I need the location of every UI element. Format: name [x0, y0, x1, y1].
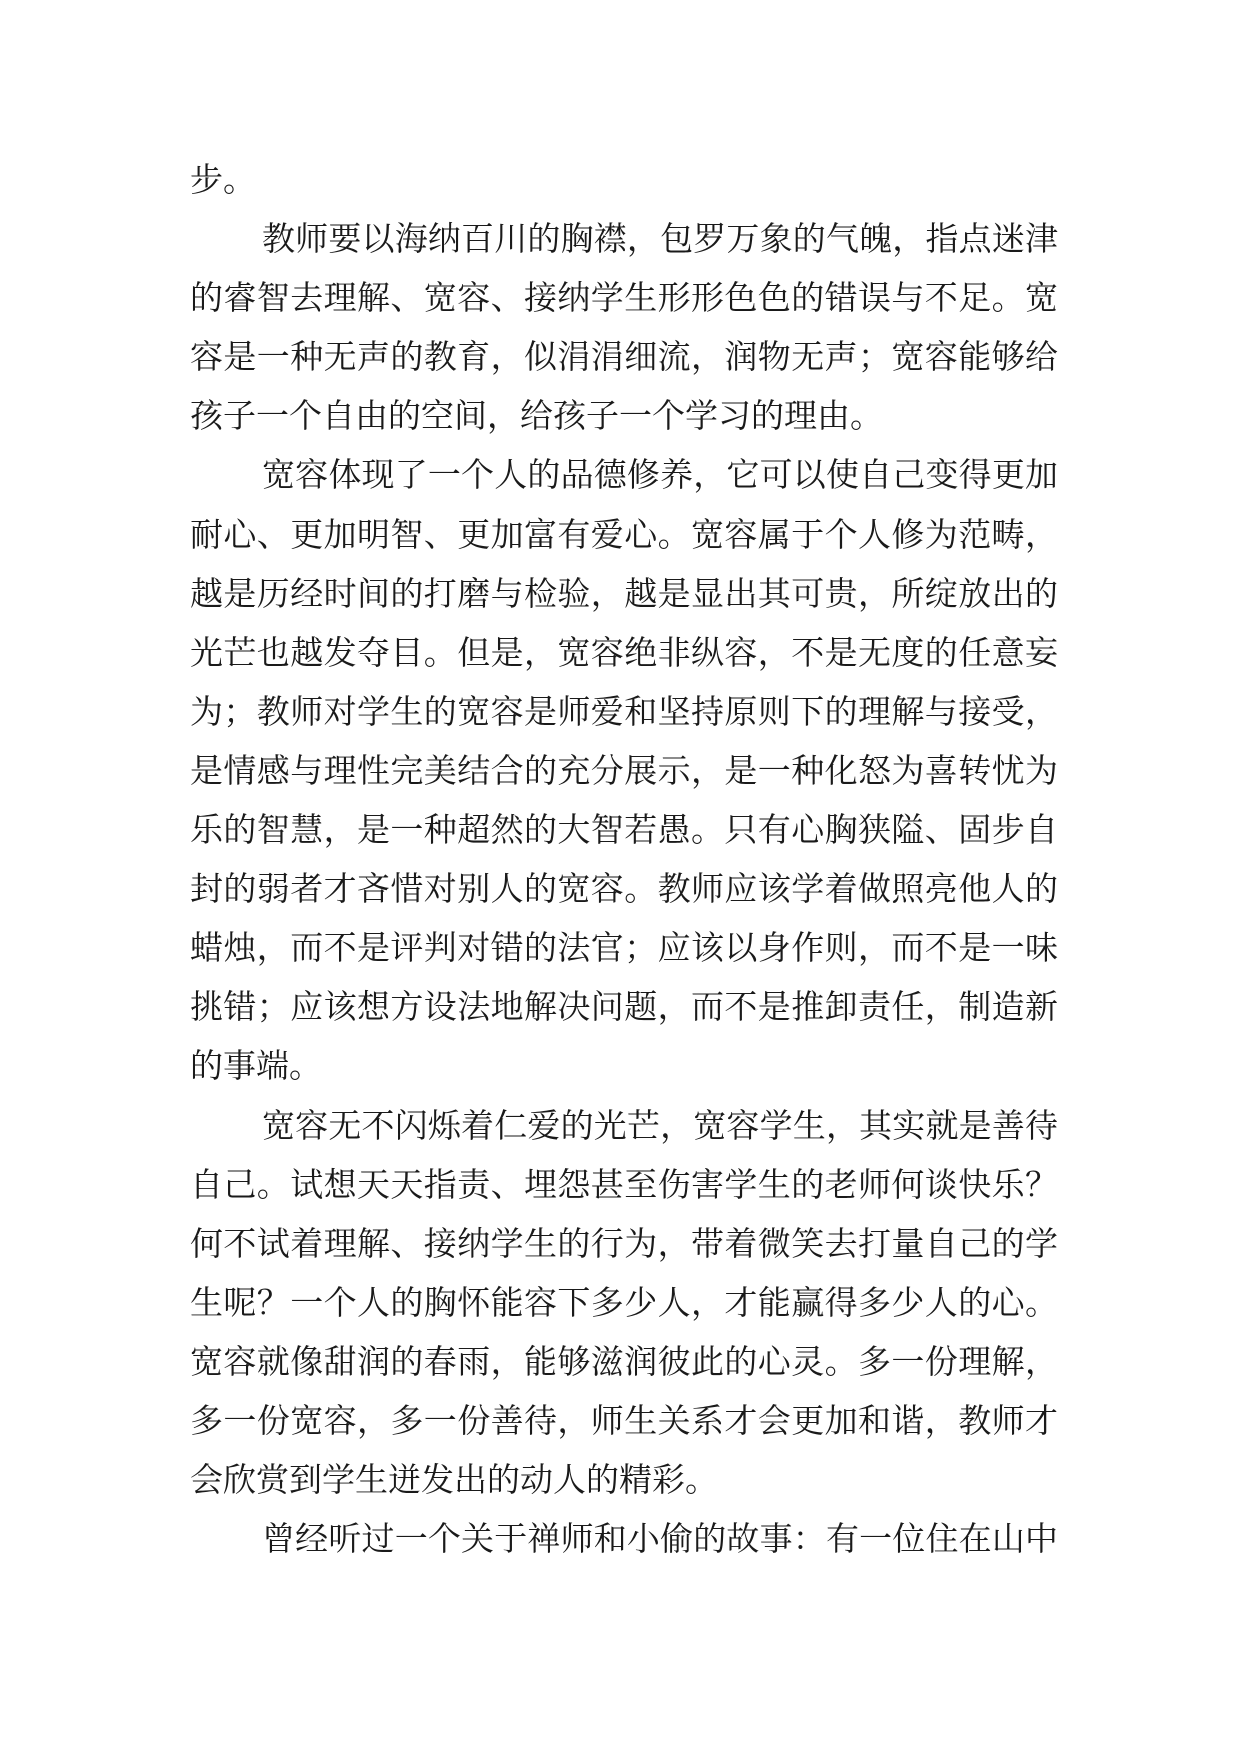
- text-line: 是情感与理性完美结合的充分展示，是一种化怒为喜转忧为: [190, 750, 1058, 790]
- paragraph-first-line: 曾经听过一个关于禅师和小偷的故事：有一位住在山中: [262, 1519, 1058, 1559]
- body-text: [190, 150, 1058, 1568]
- text-line: 步。: [190, 160, 256, 199]
- paragraph-first-line: 宽容体现了一个人的品德修养，它可以使自己变得更加: [262, 455, 1058, 495]
- text-line: 越是历经时间的打磨与检验，越是显出其可贵，所绽放出的: [190, 573, 1058, 613]
- text-line: 生呢？一个人的胸怀能容下多少人，才能赢得多少人的心。: [190, 1282, 1058, 1322]
- text-line: 为；教师对学生的宽容是师爱和坚持原则下的理解与接受，: [190, 691, 1058, 731]
- text-line: 光芒也越发夺目。但是，宽容绝非纵容，不是无度的任意妄: [190, 632, 1058, 672]
- text-line: 的事端。: [190, 1046, 322, 1086]
- text-line: 会欣赏到学生迸发出的动人的精彩。: [190, 1460, 718, 1500]
- text-line: 乐的智慧，是一种超然的大智若愚。只有心胸狭隘、固步自: [190, 810, 1058, 850]
- text-line: 孩子一个自由的空间，给孩子一个学习的理由。: [190, 396, 883, 436]
- text-line: 封的弱者才吝惜对别人的宽容。教师应该学着做照亮他人的: [190, 869, 1058, 909]
- text-line: 耐心、更加明智、更加富有爱心。宽容属于个人修为范畴，: [190, 514, 1058, 554]
- text-line: 蜡烛，而不是评判对错的法官；应该以身作则，而不是一味: [190, 928, 1058, 968]
- paragraph-first-line: 宽容无不闪烁着仁爱的光芒，宽容学生，其实就是善待: [262, 1105, 1058, 1145]
- text-line: 何不试着理解、接纳学生的行为，带着微笑去打量自己的学: [190, 1223, 1058, 1263]
- text-line: 挑错；应该想方设法地解决问题，而不是推卸责任，制造新: [190, 987, 1058, 1027]
- text-line: 多一份宽容，多一份善待，师生关系才会更加和谐，教师才: [190, 1400, 1058, 1440]
- paragraph-first-line: 教师要以海纳百川的胸襟，包罗万象的气魄，指点迷津: [262, 219, 1058, 259]
- text-line: 容是一种无声的教育，似涓涓细流，润物无声；宽容能够给: [190, 337, 1058, 377]
- text-line: 自己。试想天天指责、埋怨甚至伤害学生的老师何谈快乐？: [190, 1164, 1058, 1204]
- text-line: 宽容就像甜润的春雨，能够滋润彼此的心灵。多一份理解，: [190, 1341, 1058, 1381]
- text-line: 的睿智去理解、宽容、接纳学生形形色色的错误与不足。宽: [190, 278, 1058, 318]
